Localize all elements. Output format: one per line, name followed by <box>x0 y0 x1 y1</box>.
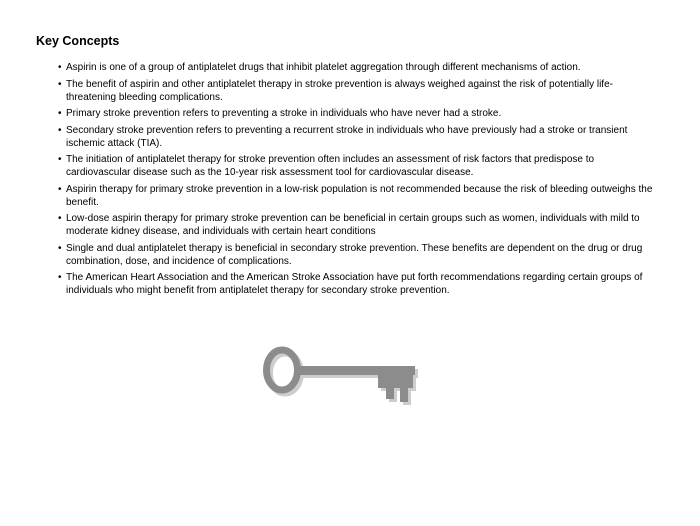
list-item <box>58 242 660 268</box>
list-item <box>58 212 660 238</box>
bullet-icon: • <box>58 154 62 165</box>
bullet-icon: • <box>58 272 62 283</box>
key-concepts-list <box>58 61 660 301</box>
concept-text: The American Heart Association and the American Stroke Association have put forth recommendations regarding certain groups of individuals who might benefit from antiplatelet therapy for secondary stroke prevention. <box>66 272 643 296</box>
page-title: Key Concepts <box>36 34 120 48</box>
bullet-icon: • <box>58 108 62 119</box>
list-item <box>58 153 660 179</box>
concept-text: The initiation of antiplatelet therapy for stroke prevention often includes an assessment of risk factors that predispose to cardiovascular disease such as the 10-year risk assessment tool for cardiovascular disease. <box>66 154 595 178</box>
concept-text: Aspirin is one of a group of antiplatelet drugs that inhibit platelet aggregation through different mechanisms of action. <box>66 62 581 73</box>
concept-text: Secondary stroke prevention refers to preventing a recurrent stroke in individuals who have previously had a stroke or transient ischemic attack (TIA). <box>66 124 628 149</box>
concept-text: The benefit of aspirin and other antiplatelet therapy in stroke prevention is always weighed against the risk of potentially life-threatening bleeding complications. <box>66 78 613 103</box>
bullet-icon: • <box>58 183 62 195</box>
concept-text: Aspirin therapy for primary stroke prevention in a low-risk population is not recommended because the risk of bleeding outweighs the benefit. <box>66 183 653 208</box>
list-item <box>58 61 660 74</box>
key-icon <box>262 344 422 412</box>
bullet-icon: • <box>58 213 62 224</box>
concept-text: Single and dual antiplatelet therapy is beneficial in secondary stroke prevention. These benefits are dependent on the drug or drug combination, dose, and incidence of complications. <box>66 242 643 267</box>
list-item <box>58 183 660 209</box>
list-item <box>58 124 660 150</box>
bullet-icon: • <box>58 242 62 254</box>
concept-text: Low-dose aspirin therapy for primary stroke prevention can be beneficial in certain groups such as women, individuals with mild to moderate kidney disease, and individuals with certain heart conditions <box>66 213 640 237</box>
list-item <box>58 78 660 104</box>
list-item <box>58 271 660 297</box>
bullet-icon: • <box>58 124 62 136</box>
concept-text: Primary stroke prevention refers to preventing a stroke in individuals who have never had a stroke. <box>66 108 502 119</box>
list-item <box>58 107 660 120</box>
bullet-icon: • <box>58 78 62 90</box>
bullet-icon: • <box>58 62 62 73</box>
